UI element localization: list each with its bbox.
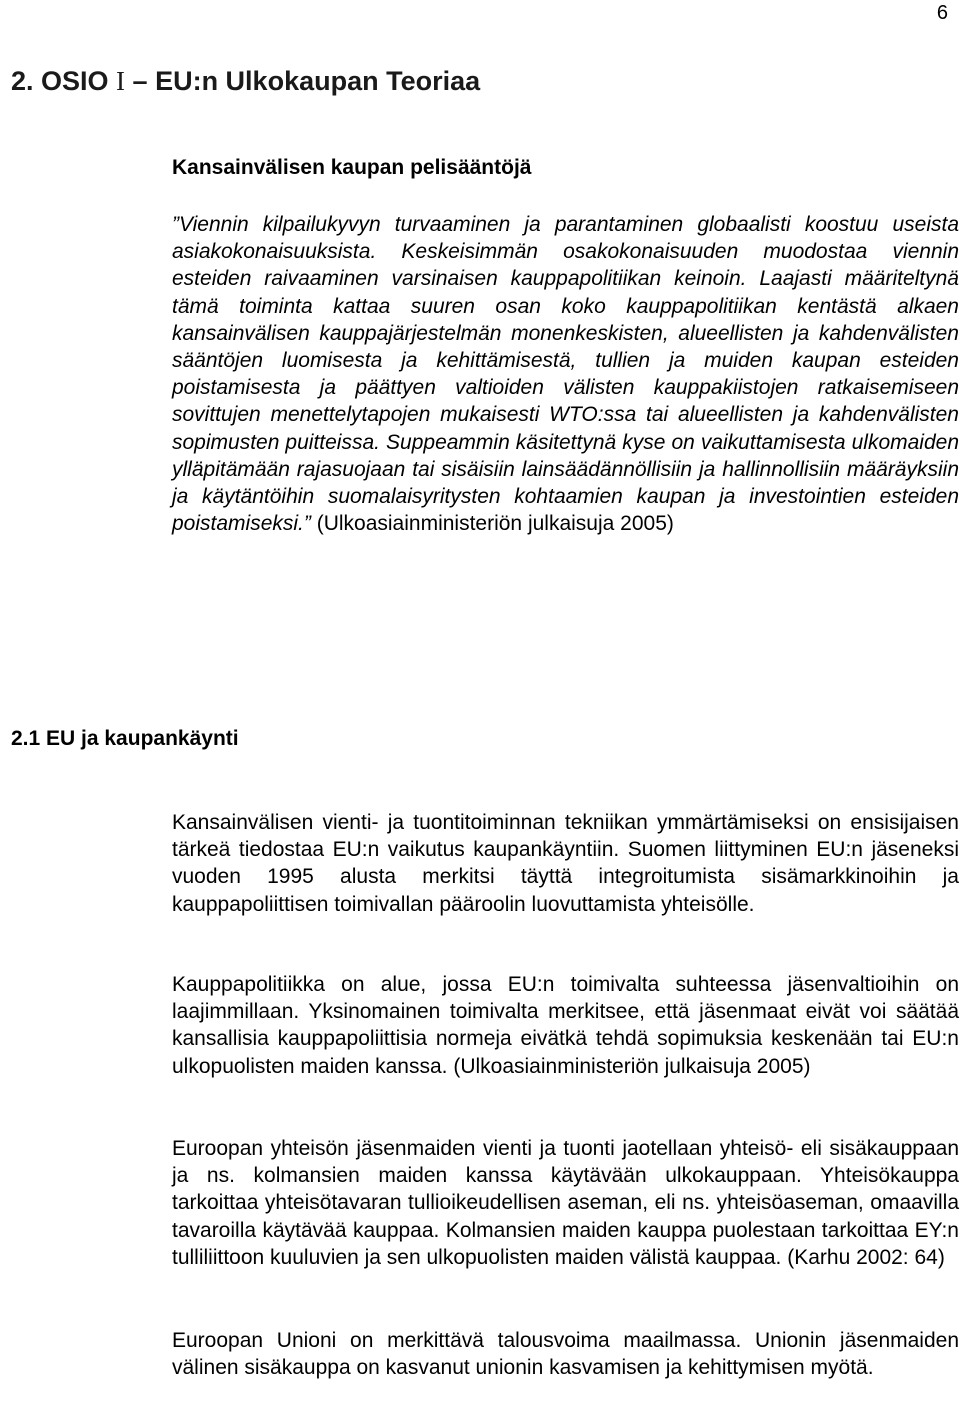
page-number: 6	[936, 2, 948, 24]
chapter-title	[11, 66, 480, 97]
quote-paragraph	[172, 211, 959, 537]
section-heading: 2.1 EU ja kaupankäynti	[11, 727, 239, 750]
quote-text: ”Viennin kilpailukyvyn turvaaminen ja parantaminen globaalisti koostuu useista asiakokonaisuuksista. Keskeisimmän osakokonaisuuden muodostaa viennin esteiden raivaaminen varsinaisen kauppapolitiikan keinoin. Laajasti määriteltynä tämä toiminta kattaa suuren osan koko kauppapolitiikan kentästä alkaen kansainvälisen kauppajärjestelmän monenkeskisten, alueellisten ja kahdenvälisten sääntöjen luomisesta ja kehittämisestä, tullien ja muiden kaupan esteiden poistamisesta ja päättyen valtioiden välisten kauppakiistojen ratkaisemiseen sovittujen menettelytapojen mukaisesti WTO:ssa tai alueellisten ja kahdenvälisten sopimusten puitteissa. Suppeammin käsitettynä kyse on vaikuttamisesta ulkomaiden ylläpitämään rajasuojaan tai sisäisiin lainsäädännöllisiin ja hallinnollisiin määräyksiin ja käytäntöihin suomalaisyritysten kohtaamien kaupan ja investointien esteiden poistamiseksi.”	[172, 213, 959, 536]
chapter-title-suffix: – EU:n Ulkokaupan Teoriaa	[125, 66, 481, 96]
body-paragraph: Kansainvälisen vienti- ja tuontitoiminnan tekniikan ymmärtämiseksi on ensisijaisen tärkeä tiedostaa EU:n vaikutus kaupankäyntiin. Suomen liittyminen EU:n jäseneksi vuoden 1995 alusta merkitsi täyttä integroitumista sisämarkkinoihin ja kauppapoliittisen toimivallan pääroolin luovuttamista yhteisölle.	[172, 811, 959, 916]
body-paragraph: Euroopan yhteisön jäsenmaiden vienti ja tuonti jaotellaan yhteisö- eli sisäkauppaan ja ns. kolmansien maiden kanssa käytävään ulkokauppaan. Yhteisökauppa tarkoittaa yhteisötavaran tullioikeudellisen aseman, eli ns. yhteisöaseman, omaavilla tavaroilla käytävää kauppaa. Kolmansien maiden kauppa puolestaan tarkoittaa EY:n tulliliittoon kuuluvien ja sen ulkopuolisten maiden välistä kauppaa. (Karhu 2002: 64)	[172, 1137, 959, 1269]
body-paragraph: Kauppapolitiikka on alue, jossa EU:n toimivalta suhteessa jäsenvaltioihin on laajimmillaan. Yksinomainen toimivalta merkitsee, että jäsenmaat eivät voi säätää kansallisia kauppapoliittisia normeja eivätkä tehdä sopimuksia keskenään tai EU:n ulkopuolisten maiden kanssa. (Ulkoasiainministeriön julkaisuja 2005)	[172, 973, 959, 1078]
subheading: Kansainvälisen kaupan pelisääntöjä	[172, 156, 532, 179]
quote-citation: (Ulkoasiainministeriön julkaisuja 2005)	[310, 512, 674, 536]
chapter-title-prefix: 2. OSIO	[11, 66, 117, 96]
body-paragraph: Euroopan Unioni on merkittävä talousvoima maailmassa. Unionin jäsenmaiden välinen sisäkauppa on kasvanut unionin kasvamisen ja kehittymisen myötä.	[172, 1329, 959, 1380]
chapter-title-roman: I	[116, 66, 126, 96]
